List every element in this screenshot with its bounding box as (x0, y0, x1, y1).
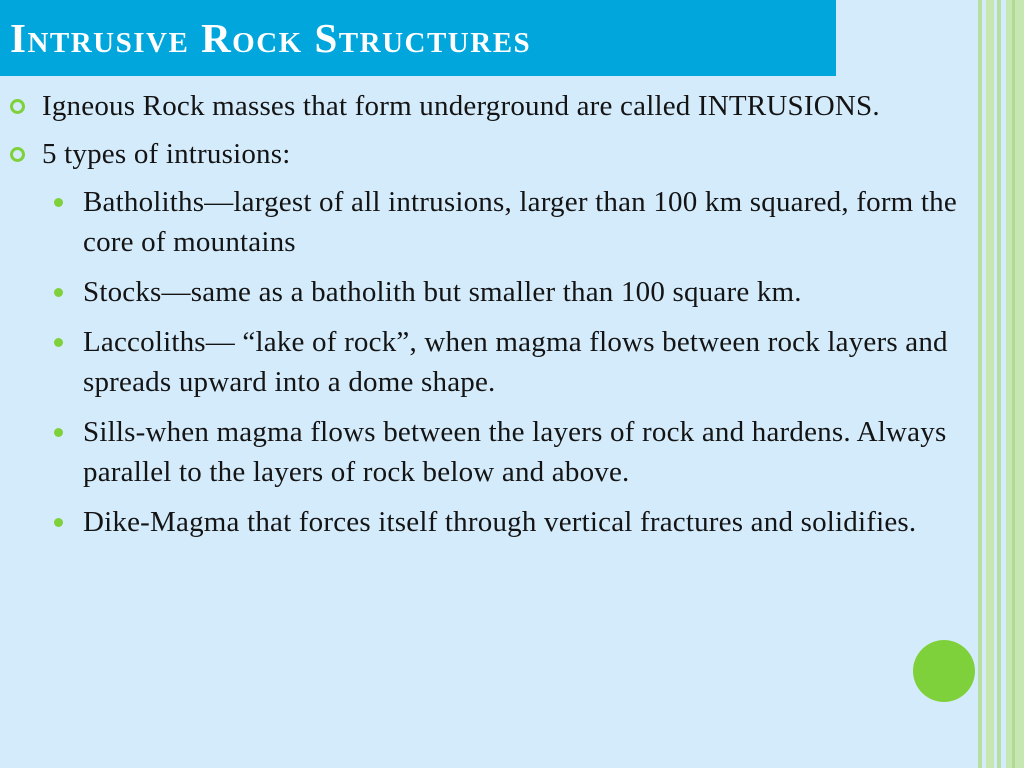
sub-bullet-item (0, 502, 990, 542)
decorative-circle (913, 640, 975, 702)
decorative-stripe (997, 0, 1001, 768)
sub-bullet-text: Stocks—same as a batholith but smaller than 100 square km. (83, 276, 802, 308)
sub-bullet-item (0, 322, 990, 402)
sub-bullet-item (0, 412, 990, 492)
sub-bullet-text: Laccoliths— “lake of rock”, when magma flows between rock layers and spreads upward into a dome shape. (83, 326, 948, 398)
sub-bullet-text: Batholiths—largest of all intrusions, larger than 100 km squared, form the core of mountains (83, 186, 957, 258)
slide-content (0, 86, 990, 552)
decorative-stripe (1006, 0, 1024, 768)
bullet-item (0, 134, 990, 174)
ring-bullet-icon (10, 99, 25, 114)
dot-bullet-icon (54, 198, 63, 207)
title-bar (0, 0, 836, 76)
bullet-item (0, 86, 990, 126)
decorative-stripe (1012, 0, 1015, 768)
sub-bullet-text: Dike-Magma that forces itself through vertical fractures and solidifies. (83, 506, 917, 538)
sub-bullet-item (0, 182, 990, 262)
sub-bullet-item (0, 272, 990, 312)
dot-bullet-icon (54, 338, 63, 347)
bullet-text: Igneous Rock masses that form underground are called INTRUSIONS. (42, 90, 880, 122)
bullet-text: 5 types of intrusions: (42, 138, 291, 170)
sub-bullet-text: Sills-when magma flows between the layers of rock and hardens. Always parallel to the layers of rock below and above. (83, 416, 947, 488)
dot-bullet-icon (54, 518, 63, 527)
slide-title: Intrusive Rock Structures (10, 15, 532, 61)
dot-bullet-icon (54, 428, 63, 437)
dot-bullet-icon (54, 288, 63, 297)
ring-bullet-icon (10, 147, 25, 162)
